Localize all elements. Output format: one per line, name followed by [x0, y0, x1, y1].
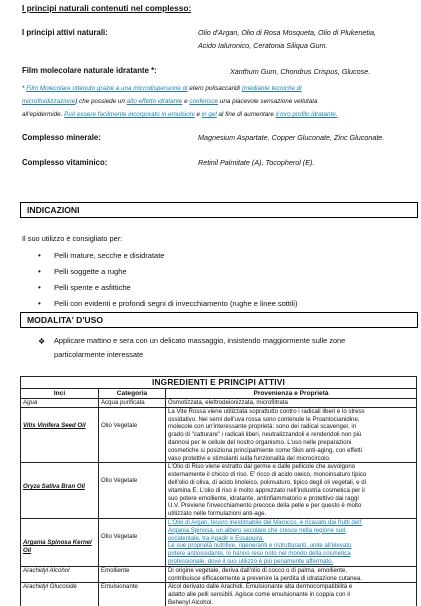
- description-cell: La Vite Rossa viene utilizzata soprattutto contro i radicali liberi e lo stress ossidativo. Nei semi dell'uva rossa sono contenute le Proantocianidine, molecole con un'interessante proprietà: sono dei radical scavenger, in grado di "catturare" i radicali liberi, neutralizzandoli e rendendoli non più dannosi per le cellule del nostro organismo. L'uso nelle preparazioni cosmetiche si posiziona principalmente come Skin anti-aging, con effetti vaso protettivi e stimolanti sulla funzionalità del microcircolo.: [166, 407, 417, 463]
- table-row: [21, 583, 417, 606]
- inci-cell: Arachidyl Alcohol: [21, 566, 99, 583]
- description-cell: Di origine vegetale, deriva dall'olio di cocco o di palma, emolliente, contribuisce efficacemente a prevenire la perdita di idratazione cutanea.: [166, 566, 417, 583]
- bullet-dot-icon: •: [38, 283, 41, 292]
- bullet-dot-icon: •: [38, 267, 41, 276]
- ingredients-title: INGREDIENTI E PRINCIPI ATTIVI: [21, 377, 417, 389]
- inci-cell: Vitis Vinifera Seed Oil: [21, 407, 99, 463]
- vitamins-value: Retinil Palmitate (A), Tocopherol (E).: [198, 158, 315, 167]
- indication-item: • Pelli mature, secche e disidratate: [38, 251, 165, 260]
- column-header-properties: Provenienza e Proprietà: [166, 389, 417, 399]
- ingredients-table: [20, 376, 417, 606]
- table-row: [21, 566, 417, 583]
- indication-item: • Pelli soggette a rughe: [38, 267, 127, 276]
- diamond-bullet-icon: ❖: [38, 337, 46, 346]
- usage-line: Applicare mattino e sera con un delicato massaggio, insistendo maggiormente sulle zone: [54, 336, 346, 345]
- indications-title: INDICAZIONI: [27, 205, 80, 215]
- category-cell: Emulsionante: [99, 583, 166, 606]
- section-heading-principles: I principi naturali contenuti nel complesso:: [22, 3, 192, 13]
- usage-section-header: [20, 312, 418, 328]
- usage-line: particolarmente interessate: [54, 350, 144, 359]
- description-cell: Osmotizzata, elettrodeionizzata, microfiltrata: [166, 399, 417, 408]
- inci-cell: Arachidyl Glucoside: [21, 583, 99, 606]
- category-cell: Olio Vegetale: [99, 518, 166, 566]
- minerals-value: Magnesium Aspartate, Copper Gluconate, Zinc Gluconate.: [198, 133, 385, 142]
- film-note-line-3: all'epidermide. Può essere facilmente incorporato in emulsioni e in gel al fine di aumentare il loro profilo idratante.: [22, 111, 338, 118]
- indication-item: • Pelli spente e asfittiche: [38, 283, 131, 292]
- inci-cell: Agua: [21, 399, 99, 408]
- category-cell: Olio Vegetale: [99, 407, 166, 463]
- table-row: [21, 407, 417, 463]
- bullet-dot-icon: •: [38, 299, 41, 308]
- indications-intro: Il suo utilizzo è consigliato per:: [22, 234, 123, 243]
- principles-active-label: I principi attivi naturali:: [22, 28, 108, 37]
- table-row: [21, 518, 417, 566]
- principles-active-value-1: Olio d'Argan, Olio di Rosa Mosqueta, Olio di Plukenetia,: [198, 28, 376, 37]
- principles-film-label: Film molecolare naturale idratante *:: [22, 66, 157, 75]
- table-row: [21, 463, 417, 519]
- film-note-line-1: * Film Molecolare ottenuto grazie a una microdispersione di etero polisaccaridi (mediante tecniche di: [22, 85, 302, 92]
- table-title-row: [21, 377, 417, 389]
- indications-section-header: [20, 202, 418, 218]
- usage-title: MODALITA' D'USO: [27, 315, 104, 325]
- minerals-label: Complesso minerale:: [22, 133, 101, 142]
- indication-item: • Pelli con evidenti e profondi segni di invecchiamento (rughe e linee sottili): [38, 299, 298, 308]
- inci-cell: Argania Spinosa Kernel Oil: [21, 518, 99, 566]
- bullet-dot-icon: •: [38, 251, 41, 260]
- description-cell: L'Olio di Riso viene estratto dal germe e dalle pellicole che avvolgono esternamente il chicco di riso. E' ricco di acido oleico, monoinsaturo tipico dell'olio di oliva, di acido linoleico, polinsaturo, tipico degli oli vegetali, e di vitamina E. L'olio di riso è molto apprezzato nell'industria cosmetica per il suo potere emolliente, idratante, antinfiammatorio e protettivo dai raggi U.V. Previene l'invecchiamento precoce della pelle e per questo è molto utilizzato nelle formulazioni anti-age.: [166, 463, 417, 519]
- principles-film-value: Xanthum Gum, Chondrus Crispus, Glucose.: [230, 67, 371, 76]
- description-cell: L'Olio di Argan, tesoro inestimabile del Marocco, è ricavato dai frutti dell' Argania Spinosa, un albero secolare che cresce nella regione sud occidentale, tra Agadir e Essaouira. Le sue proprietà nutritive, rigeneranti e ristrutturanti, unite all'elevato potere antiossidante, lo hanno reso noto nel mondo della cosmetica professionale, dove il suo utilizzo è più penamente affermato.: [166, 518, 417, 566]
- category-cell: Acqua purificata: [99, 399, 166, 408]
- inci-cell: Oryza Sativa Bran Oil: [21, 463, 99, 519]
- table-header-row: [21, 389, 417, 399]
- vitamins-label: Complesso vitaminico:: [22, 158, 108, 167]
- principles-active-value-2: Acido Ialuronico, Ceratonia Siliqua Gum.: [198, 41, 328, 50]
- category-cell: Emolliente: [99, 566, 166, 583]
- usage-text: [54, 334, 418, 362]
- description-cell: Alcol derivato dalle Arachidi. Emulsionante alta dermocompatibilità e adatto alle pelli sensibili. Agisce come emulsionante in coppia con il Behenyl Alcohol.: [166, 583, 417, 606]
- table-row: [21, 399, 417, 408]
- category-cell: Olio Vegetale: [99, 463, 166, 519]
- film-note-line-2: microfluidizzazione) che possiede un alto effetto idratante e conferisce una piacevole sensazione vellutata: [22, 98, 318, 105]
- column-header-inci: Inci: [21, 389, 99, 399]
- column-header-category: Categoria: [99, 389, 166, 399]
